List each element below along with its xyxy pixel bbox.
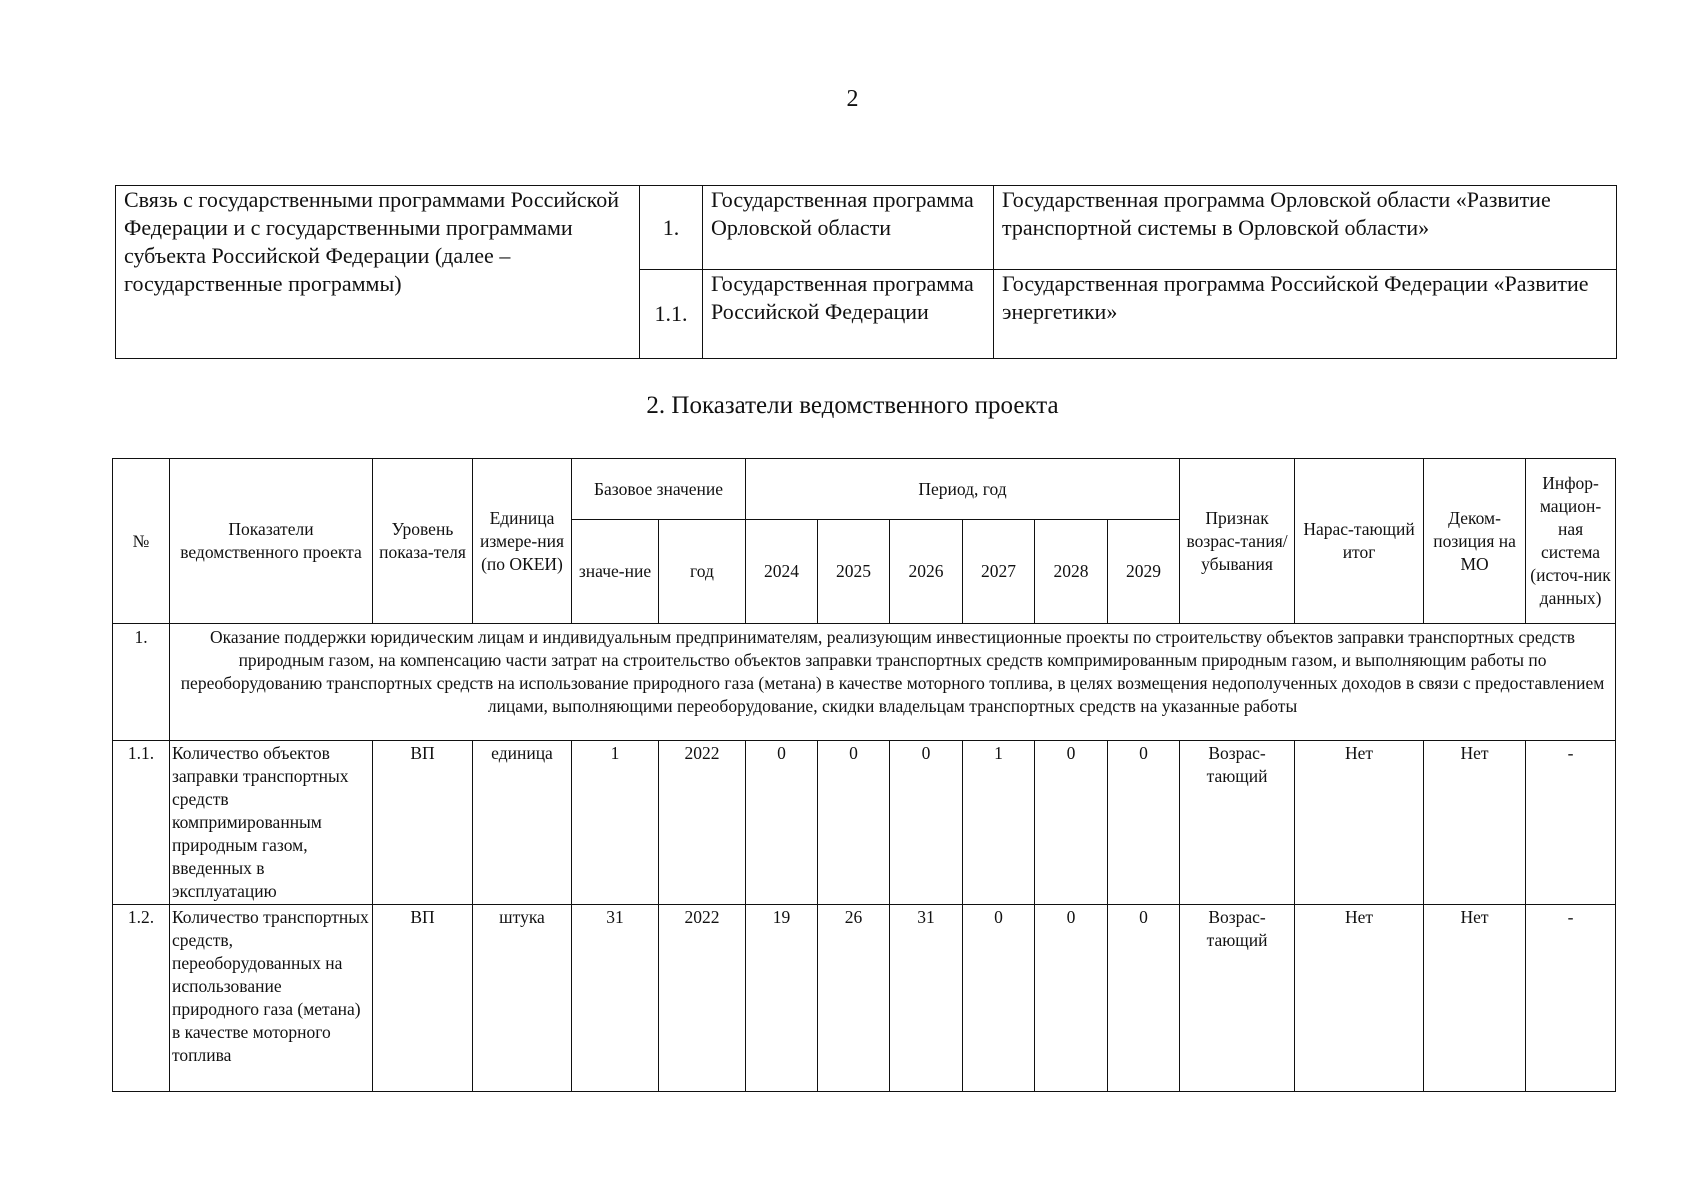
row-value-2025: 0 (818, 741, 890, 905)
state-program-num: 1.1. (640, 270, 703, 359)
row-value-2027: 1 (963, 741, 1035, 905)
state-program-name: Государственная программа Российской Федерации «Развитие энергетики» (994, 270, 1617, 359)
col-header-num: № (113, 459, 170, 624)
row-level: ВП (373, 905, 473, 1092)
group-num: 1. (113, 624, 170, 741)
col-header-year-2027: 2027 (963, 520, 1035, 624)
row-value-2029: 0 (1108, 741, 1180, 905)
row-value-2028: 0 (1035, 741, 1108, 905)
row-value-2024: 19 (746, 905, 818, 1092)
table-row (113, 741, 1616, 905)
col-header-year-2026: 2026 (890, 520, 963, 624)
page-number: 2 (846, 86, 859, 112)
section-title: 2. Показатели ведомственного проекта (646, 392, 1059, 419)
row-value-2027: 0 (963, 905, 1035, 1092)
row-value-2024: 0 (746, 741, 818, 905)
row-sign: Возрас-тающий (1180, 905, 1295, 1092)
row-base-value: 1 (572, 741, 659, 905)
row-base-year: 2022 (659, 741, 746, 905)
table-row (113, 905, 1616, 1092)
state-program-num: 1. (640, 186, 703, 270)
col-header-base-value: значе-ние (572, 520, 659, 624)
row-info-system: - (1526, 741, 1616, 905)
col-header-level: Уровень показа-теля (373, 459, 473, 624)
row-value-2026: 0 (890, 741, 963, 905)
row-value-2029: 0 (1108, 905, 1180, 1092)
row-name: Количество транспортных средств, переоборудованных на использование природного газа (метана) в качестве моторного топлива (170, 905, 373, 1092)
state-program-row (116, 186, 1617, 270)
col-header-sign: Признак возрас-тания/ убывания (1180, 459, 1295, 624)
col-header-name: Показатели ведомственного проекта (170, 459, 373, 624)
state-programs-table (115, 185, 1617, 359)
row-decomposition: Нет (1424, 905, 1526, 1092)
indicators-table (112, 458, 1616, 1092)
state-program-name: Государственная программа Орловской области «Развитие транспортной системы в Орловской области» (994, 186, 1617, 270)
col-header-year-2024: 2024 (746, 520, 818, 624)
row-level: ВП (373, 741, 473, 905)
state-program-type: Государственная программа Орловской области (703, 186, 994, 270)
row-base-value: 31 (572, 905, 659, 1092)
col-header-unit: Единица измере-ния (по ОКЕИ) (473, 459, 572, 624)
row-cumulative: Нет (1295, 905, 1424, 1092)
row-value-2026: 31 (890, 905, 963, 1092)
row-info-system: - (1526, 905, 1616, 1092)
row-unit: единица (473, 741, 572, 905)
row-cumulative: Нет (1295, 741, 1424, 905)
col-header-base: Базовое значение (572, 459, 746, 520)
col-header-year-2028: 2028 (1035, 520, 1108, 624)
state-program-type: Государственная программа Российской Федерации (703, 270, 994, 359)
state-programs-label: Связь с государственными программами Российской Федерации и с государственными программами субъекта Российской Федерации (далее – государственные программы) (116, 186, 640, 359)
col-header-decomposition: Деком-позиция на МО (1424, 459, 1526, 624)
row-decomposition: Нет (1424, 741, 1526, 905)
row-value-2028: 0 (1035, 905, 1108, 1092)
col-header-year-2025: 2025 (818, 520, 890, 624)
row-base-year: 2022 (659, 905, 746, 1092)
group-row (113, 624, 1616, 741)
col-header-base-year: год (659, 520, 746, 624)
row-unit: штука (473, 905, 572, 1092)
row-name: Количество объектов заправки транспортных средств компримированным природным газом, введенных в эксплуатацию (170, 741, 373, 905)
group-title: Оказание поддержки юридическим лицам и индивидуальным предпринимателям, реализующим инвестиционные проекты по строительству объектов заправки транспортных средств природным газом, на компенсацию части затрат на строительство объектов заправки транспортных средств компримированным природным газом, и выполняющим работы по переоборудованию транспортных средств на использование природного газа (метана) в качестве моторного топлива, в целях возмещения недополученных доходов в связи с предоставлением лицами, выполняющими переоборудование, скидки владельцам транспортных средств на указанные работы (170, 624, 1616, 741)
header-row-top (113, 459, 1616, 520)
row-sign: Возрас-тающий (1180, 741, 1295, 905)
col-header-info-system: Инфор-мацион-ная система (источ-ник данных) (1526, 459, 1616, 624)
row-value-2025: 26 (818, 905, 890, 1092)
row-num: 1.1. (113, 741, 170, 905)
row-num: 1.2. (113, 905, 170, 1092)
col-header-cumulative: Нарас-тающий итог (1295, 459, 1424, 624)
col-header-year-2029: 2029 (1108, 520, 1180, 624)
col-header-period: Период, год (746, 459, 1180, 520)
